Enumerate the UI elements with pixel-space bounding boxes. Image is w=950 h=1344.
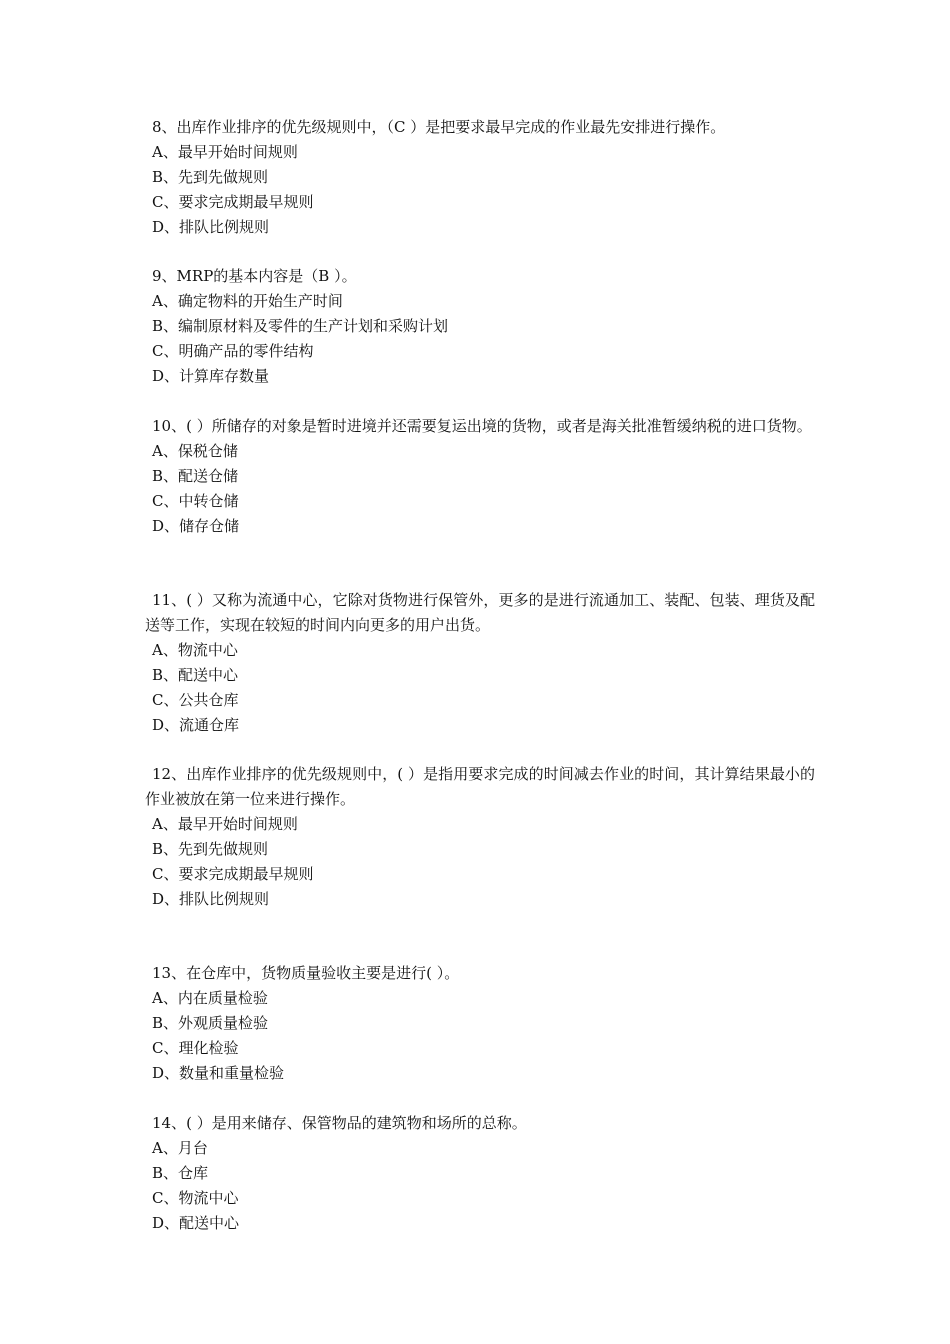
option-c: C、明确产品的零件结构 (152, 342, 314, 360)
question-stem: 12、出库作业排序的优先级规则中，( ）是指用要求完成的时间减去作业的时间，其计算结果最小的作业被放在第一位来进行操作。 (145, 765, 815, 808)
question-stem: 14、( ）是用来储存、保管物品的建筑物和场所的总称。 (152, 1114, 527, 1132)
option-b: B、仓库 (152, 1164, 209, 1182)
option-a: A、最早开始时间规则 (152, 143, 298, 161)
question-11 (145, 588, 815, 738)
option-c: C、公共仓库 (152, 691, 239, 709)
option-d: D、配送中心 (152, 1214, 240, 1232)
option-c: C、物流中心 (152, 1189, 239, 1207)
option-d: D、流通仓库 (152, 716, 240, 734)
option-b: B、配送仓储 (152, 467, 239, 485)
option-d: D、储存仓储 (152, 517, 240, 535)
option-a: A、确定物料的开始生产时间 (152, 292, 343, 310)
question-13 (145, 961, 815, 1086)
option-d: D、排队比例规则 (152, 890, 270, 908)
question-12 (145, 762, 815, 912)
option-a: A、最早开始时间规则 (152, 815, 298, 833)
option-c: C、要求完成期最早规则 (152, 193, 314, 211)
option-b: B、外观质量检验 (152, 1014, 269, 1032)
option-c: C、中转仓储 (152, 492, 239, 510)
question-stem: 8、出库作业排序的优先级规则中，（C ）是把要求最早完成的作业最先安排进行操作。 (152, 118, 726, 136)
option-a: A、内在质量检验 (152, 989, 268, 1007)
option-a: A、月台 (152, 1139, 208, 1157)
option-b: B、编制原材料及零件的生产计划和采购计划 (152, 317, 449, 335)
option-d: D、数量和重量检验 (152, 1064, 285, 1082)
question-stem: 9、MRP的基本内容是（B ）。 (152, 267, 357, 285)
option-b: B、先到先做规则 (152, 168, 269, 186)
question-10 (145, 414, 815, 539)
question-14 (145, 1111, 815, 1236)
option-a: A、保税仓储 (152, 442, 238, 460)
option-c: C、理化检验 (152, 1039, 239, 1057)
question-9 (145, 264, 815, 389)
option-c: C、要求完成期最早规则 (152, 865, 314, 883)
question-8 (145, 115, 815, 240)
option-b: B、配送中心 (152, 666, 239, 684)
option-a: A、物流中心 (152, 641, 238, 659)
question-stem: 11、( ）又称为流通中心，它除对货物进行保管外，更多的是进行流通加工、装配、包装、理货及配送等工作，实现在较短的时间内向更多的用户出货。 (145, 591, 815, 634)
question-stem: 13、在仓库中，货物质量验收主要是进行( ）。 (152, 964, 460, 982)
question-stem: 10、( ）所储存的对象是暂时进境并还需要复运出境的货物，或者是海关批准暂缓纳税的进口货物。 (152, 417, 812, 435)
option-d: D、计算库存数量 (152, 367, 270, 385)
option-d: D、排队比例规则 (152, 218, 270, 236)
option-b: B、先到先做规则 (152, 840, 269, 858)
